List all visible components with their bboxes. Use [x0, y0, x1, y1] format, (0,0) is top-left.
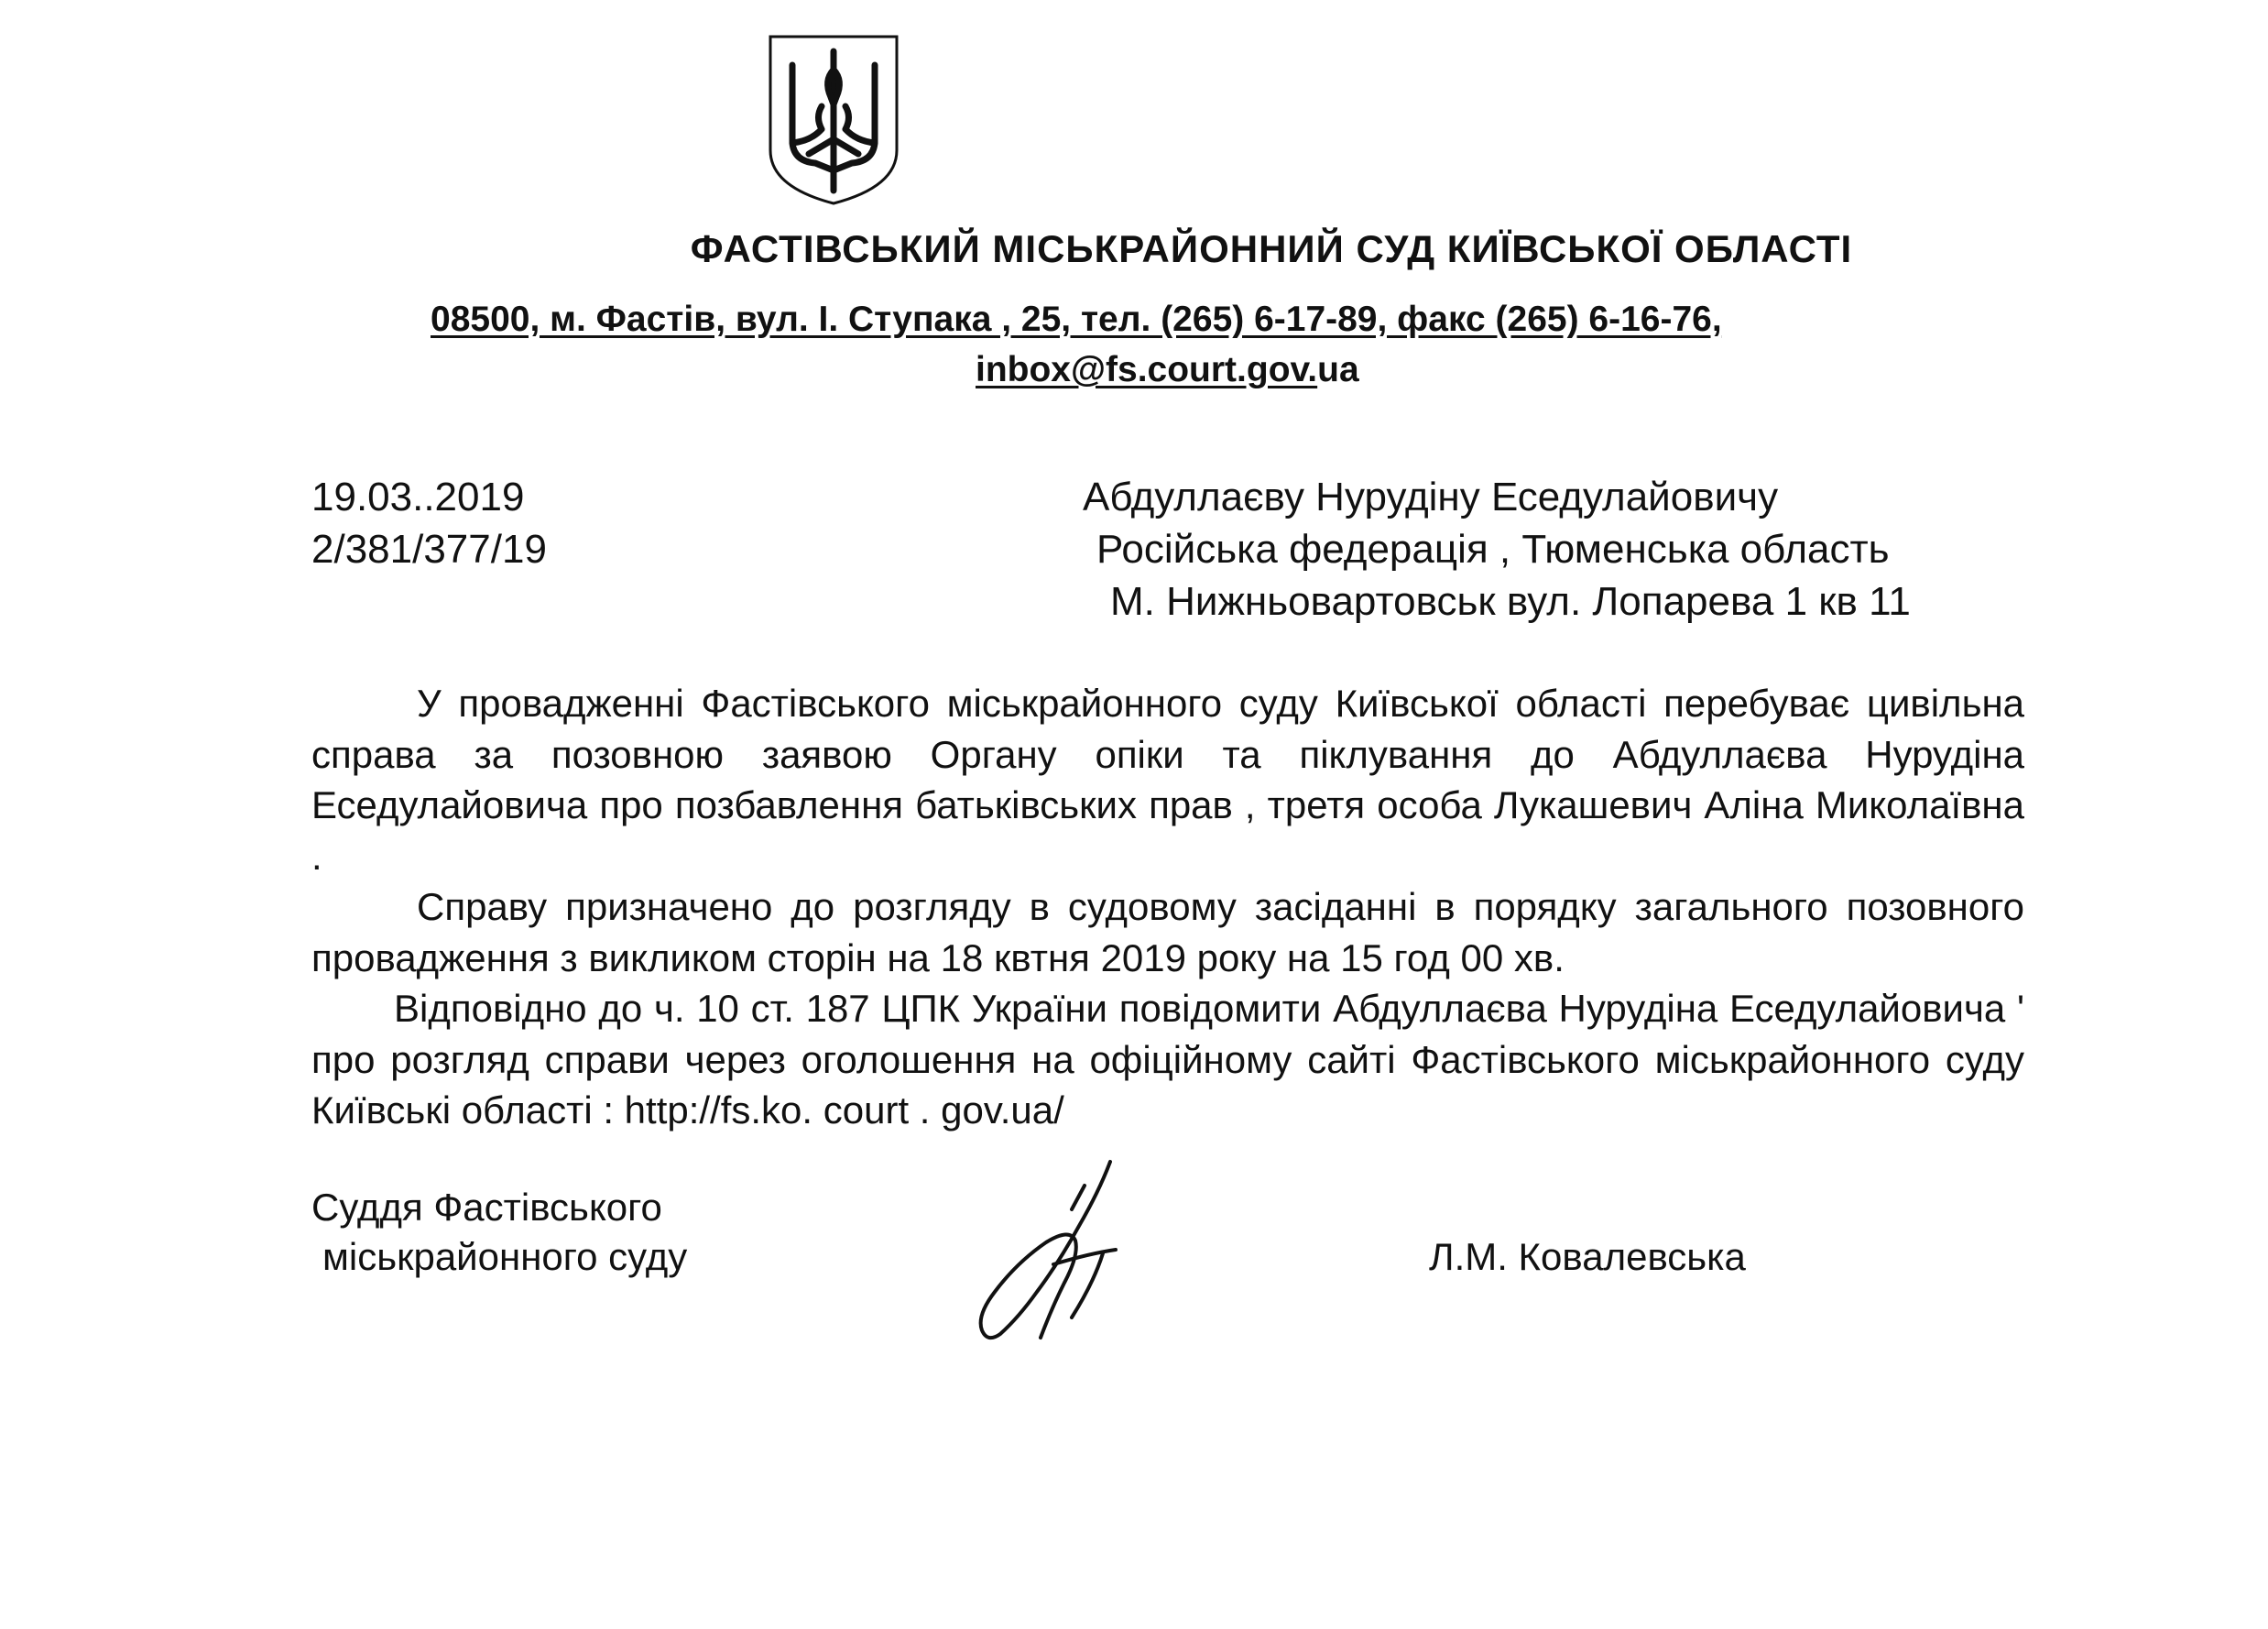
- court-address: 08500, м. Фастів, вул. І. Ступака , 25, тел. (265) 6-17-89, факс (265) 6-16-76,: [431, 300, 1722, 339]
- body-paragraph-3: Відповідно до ч. 10 ст. 187 ЦПК України повідомити Абдуллаєва Нурудіна Еседулайовича ' про розгляд справи через оголошення на офіційному сайті Фастівського міськрайонного суду Київські області : http://fs.ko. court . gov.ua/: [311, 987, 2024, 1132]
- court-email-link[interactable]: inbox@fs.court.gov.: [976, 350, 1318, 389]
- handwritten-signature-icon: [962, 1154, 1145, 1347]
- court-email: [976, 350, 1359, 390]
- judge-title-line-2: міськрайонного суду: [322, 1235, 688, 1278]
- letter-date: 19.03..2019: [311, 475, 525, 519]
- recipient-name: Абдуллаєву Нурудіну Еседулайовичу: [1083, 475, 1779, 519]
- body-paragraph-1: У провадженні Фастівського міськрайонного суду Київської області перебуває цивільна справа за позовною заявою Органу опіки та піклування до Абдуллаєва Нурудіна Еседулайовича про позбавлення батьківських прав , третя особа Лукашевич Аліна Миколаївна .: [311, 682, 2024, 878]
- coat-of-arms-icon: [765, 33, 902, 207]
- judge-name: Л.М. Ковалевська: [1429, 1235, 1746, 1278]
- recipient-country-region: Російська федерація , Тюменська область: [1096, 527, 1890, 572]
- court-email-tail: ua: [1317, 350, 1359, 389]
- body-paragraph-2: Справу призначено до розгляду в судовому засіданні в порядку загального позовного провадження з викликом сторін на 18 квтня 2019 року на 15 год 00 хв.: [311, 885, 2024, 979]
- case-number: 2/381/377/19: [311, 527, 547, 572]
- court-name-heading: ФАСТІВСЬКИЙ МІСЬКРАЙОННИЙ СУД КИЇВСЬКОЇ ОБЛАСТІ: [690, 227, 1853, 270]
- judge-title-line-1: Суддя Фастівського: [311, 1186, 662, 1229]
- letter-body: [311, 678, 2024, 1136]
- recipient-city-address: М. Нижньовартовськ вул. Лопарева 1 кв 11: [1110, 579, 1911, 624]
